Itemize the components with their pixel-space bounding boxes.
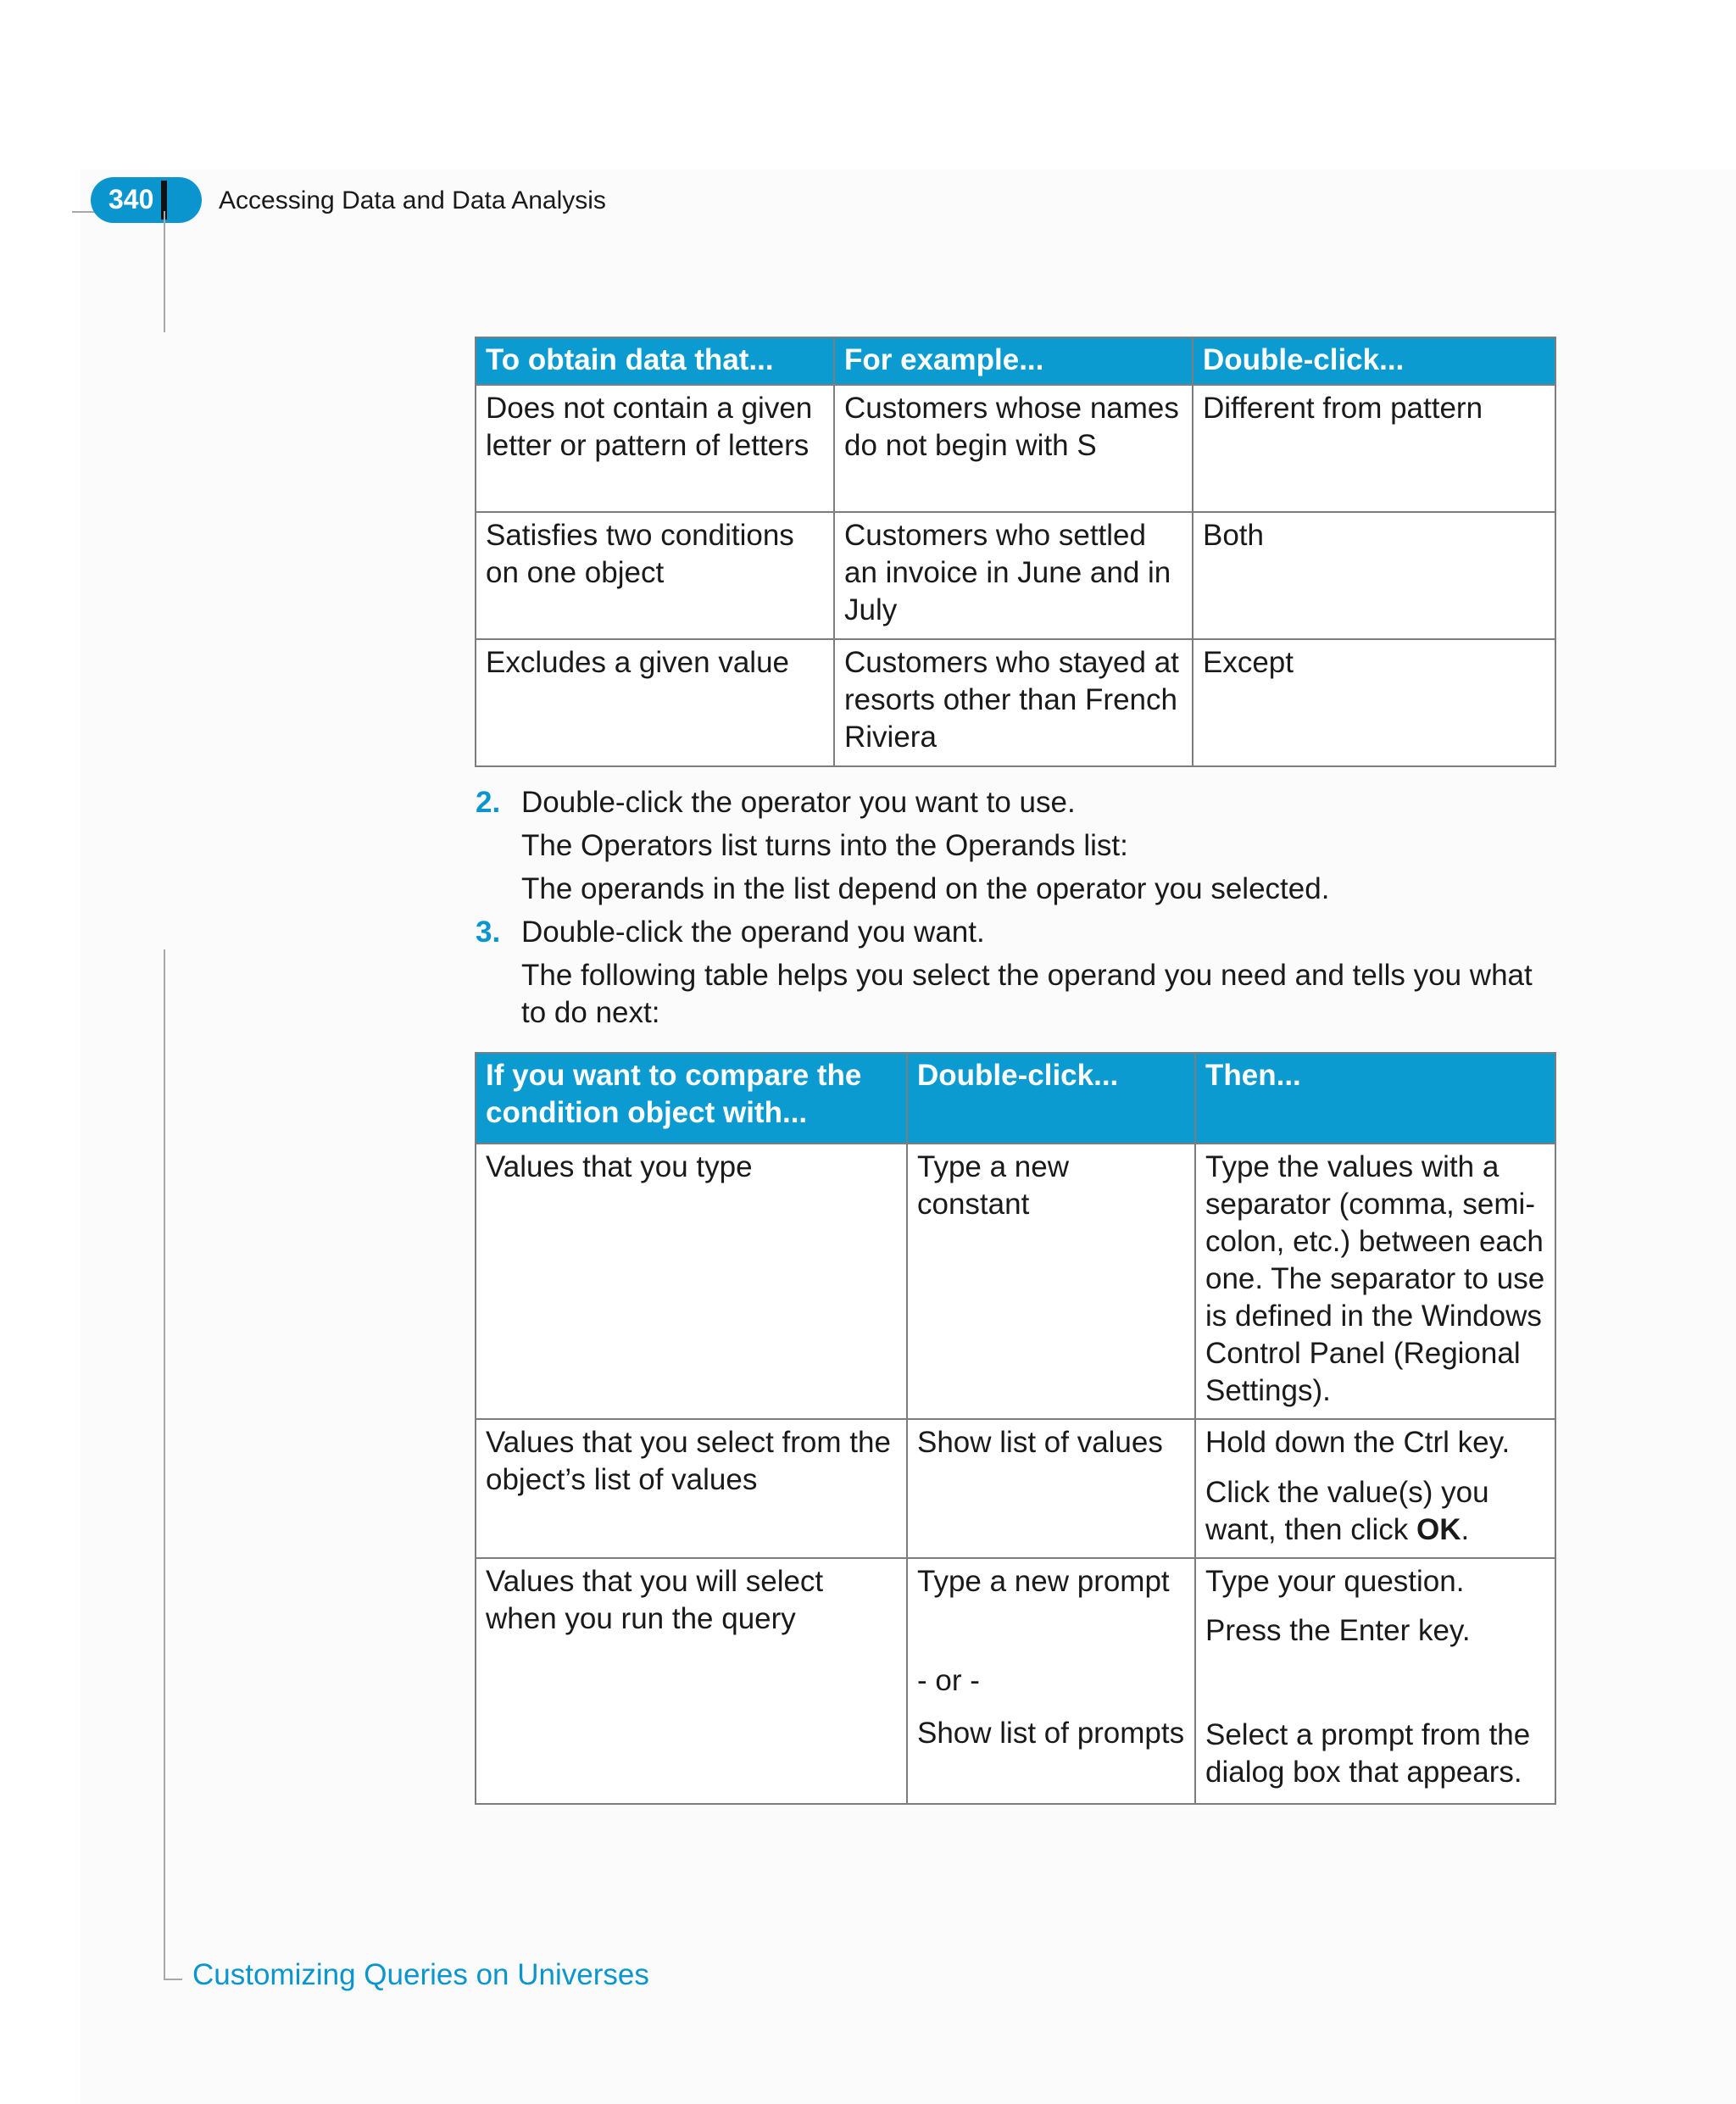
table-header-row — [476, 1053, 1555, 1144]
table-header-cell: For example... — [834, 337, 1193, 385]
table-cell: Type the values with a separator (comma, semi-colon, etc.) between each one. The separator to use is defined in the Windows Control Panel (Regional Settings). — [1195, 1144, 1555, 1419]
table-header-cell: Then... — [1195, 1053, 1555, 1144]
table-header-cell: To obtain data that... — [476, 337, 834, 385]
table-row — [476, 1144, 1555, 1419]
table-cell: Type a new constant — [907, 1144, 1195, 1419]
operators-table — [475, 337, 1556, 767]
cell-paragraph: - or - — [917, 1664, 980, 1697]
table-header-cell: Double-click... — [1193, 337, 1555, 385]
footer-rule — [164, 1979, 182, 1980]
page-number: 340 — [108, 184, 154, 214]
table-row — [476, 639, 1555, 766]
running-header-title: Accessing Data and Data Analysis — [219, 186, 606, 214]
table-cell: Values that you type — [476, 1144, 907, 1419]
table-row — [476, 1419, 1555, 1558]
table-cell: Satisfies two conditions on one object — [476, 512, 834, 639]
step-number: 2. — [476, 786, 501, 819]
table-row — [476, 512, 1555, 639]
table-cell: Except — [1193, 639, 1555, 766]
step-paragraph: The Operators list turns into the Operands list: — [521, 829, 1128, 862]
margin-rule-top — [164, 211, 165, 332]
table-cell: Does not contain a given letter or pattern of letters — [476, 385, 834, 512]
table-cell: Customers who stayed at resorts other than French Riviera — [834, 639, 1193, 766]
step-text: Double-click the operand you want. — [521, 916, 985, 949]
table-cell: Customers who settled an invoice in June and in July — [834, 512, 1193, 639]
table-row — [476, 385, 1555, 512]
table-cell: Values that you select from the object’s list of values — [476, 1419, 907, 1558]
table-header-cell: If you want to compare the condition object with... — [476, 1053, 907, 1144]
table-cell: Customers whose names do not begin with S — [834, 385, 1193, 512]
cell-paragraph: Show list of prompts — [917, 1717, 1185, 1750]
margin-rule-bottom — [164, 949, 165, 1980]
step-paragraph: The operands in the list depend on the operator you selected. — [521, 872, 1330, 905]
table-header-row — [476, 337, 1555, 385]
table-row — [476, 1558, 1555, 1804]
operands-table — [475, 1052, 1556, 1805]
step-paragraph: The following table helps you select the operand you need and tells you what to do next: — [521, 959, 1533, 1029]
ok-button-reference: OK — [1416, 1513, 1461, 1546]
table-header-cell: Double-click... — [907, 1053, 1195, 1144]
table-cell — [907, 1558, 1195, 1804]
step-number: 3. — [476, 916, 501, 949]
table-cell: Values that you will select when you run the query — [476, 1558, 907, 1804]
cell-text: . — [1461, 1513, 1470, 1546]
cell-paragraph — [1205, 1474, 1545, 1549]
running-footer-title: Customizing Queries on Universes — [192, 1958, 649, 1991]
table-cell: Different from pattern — [1193, 385, 1555, 512]
cell-paragraph: Press the Enter key. — [1205, 1614, 1471, 1647]
table-cell: Excludes a given value — [476, 639, 834, 766]
table-cell: Show list of values — [907, 1419, 1195, 1558]
cell-paragraph: Hold down the Ctrl key. — [1205, 1426, 1511, 1459]
step-text: Double-click the operator you want to use. — [521, 786, 1076, 819]
cell-paragraph: Type your question. — [1205, 1565, 1465, 1598]
table-cell — [1195, 1419, 1555, 1558]
table-cell — [1195, 1558, 1555, 1804]
cell-paragraph: Select a prompt from the dialog box that appears. — [1205, 1718, 1531, 1789]
cell-paragraph: Type a new prompt — [917, 1565, 1170, 1598]
cell-text: Click the value(s) you want, then click — [1205, 1476, 1489, 1546]
table-cell: Both — [1193, 512, 1555, 639]
